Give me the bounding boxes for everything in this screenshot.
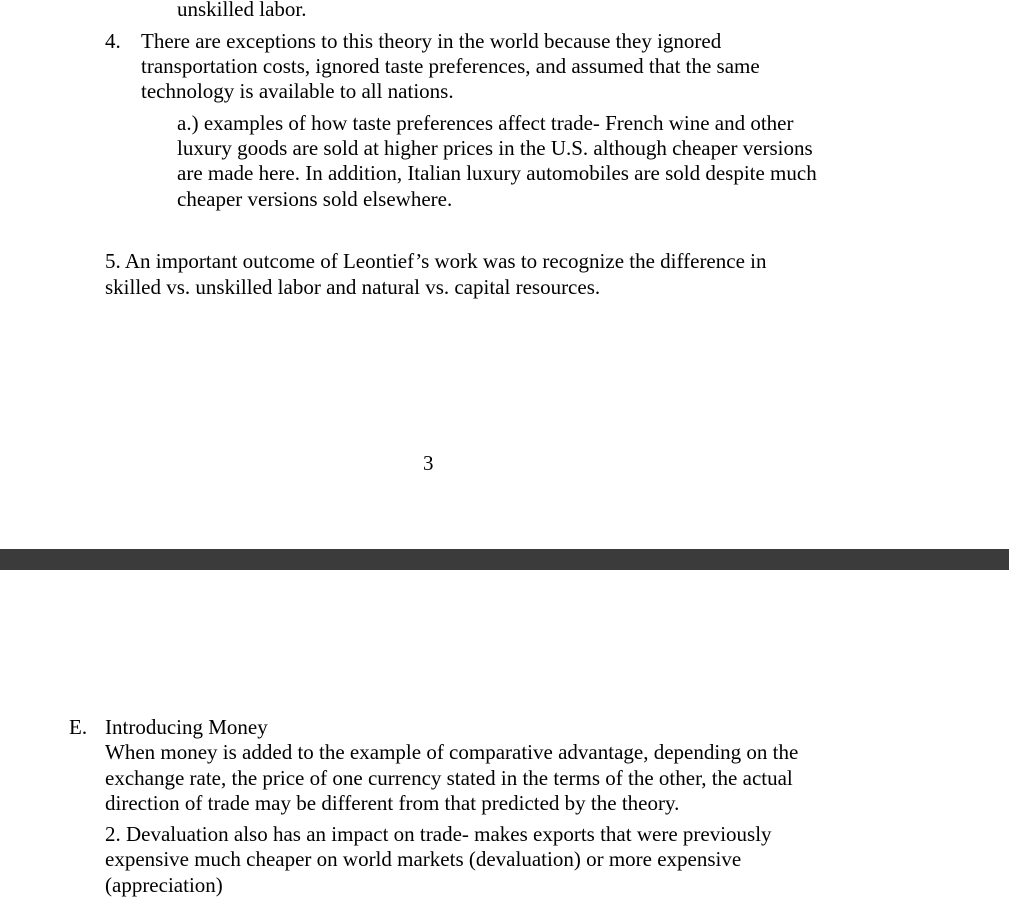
item-2-line-3: (appreciation) [105,873,223,897]
section-e-line-1: When money is added to the example of comparative advantage, depending on the [105,740,799,764]
item-4-line-3: technology is available to all nations. [141,79,454,103]
item-5-line-1: 5. An important outcome of Leontief’s work was to recognize the difference in [105,249,767,273]
item-4a-line-1: a.) examples of how taste preferences affect trade- French wine and other [177,111,794,135]
document-page-bottom [0,570,1009,921]
page-number: 3 [423,451,434,475]
item-4-line-2: transportation costs, ignored taste preferences, and assumed that the same [141,54,760,78]
item-4-marker: 4. [105,29,121,53]
section-e-heading: Introducing Money [105,715,268,739]
item-4a-line-4: cheaper versions sold elsewhere. [177,187,453,211]
section-e-line-2: exchange rate, the price of one currency stated in the terms of the other, the actual [105,766,793,790]
item-2-line-1: 2. Devaluation also has an impact on trade- makes exports that were previously [105,822,772,846]
page-separator [0,549,1009,570]
section-e-marker: E. [69,715,88,739]
item-4a-line-2: luxury goods are sold at higher prices in the U.S. although cheaper versions [177,136,813,160]
continuation-line: unskilled labor. [177,0,307,21]
section-e-line-3: direction of trade may be different from that predicted by the theory. [105,791,680,815]
item-4-line-1: There are exceptions to this theory in the world because they ignored [141,29,722,53]
item-2-line-2: expensive much cheaper on world markets (devaluation) or more expensive [105,847,742,871]
item-5-line-2: skilled vs. unskilled labor and natural vs. capital resources. [105,275,601,299]
item-4a-line-3: are made here. In addition, Italian luxury automobiles are sold despite much [177,161,817,185]
